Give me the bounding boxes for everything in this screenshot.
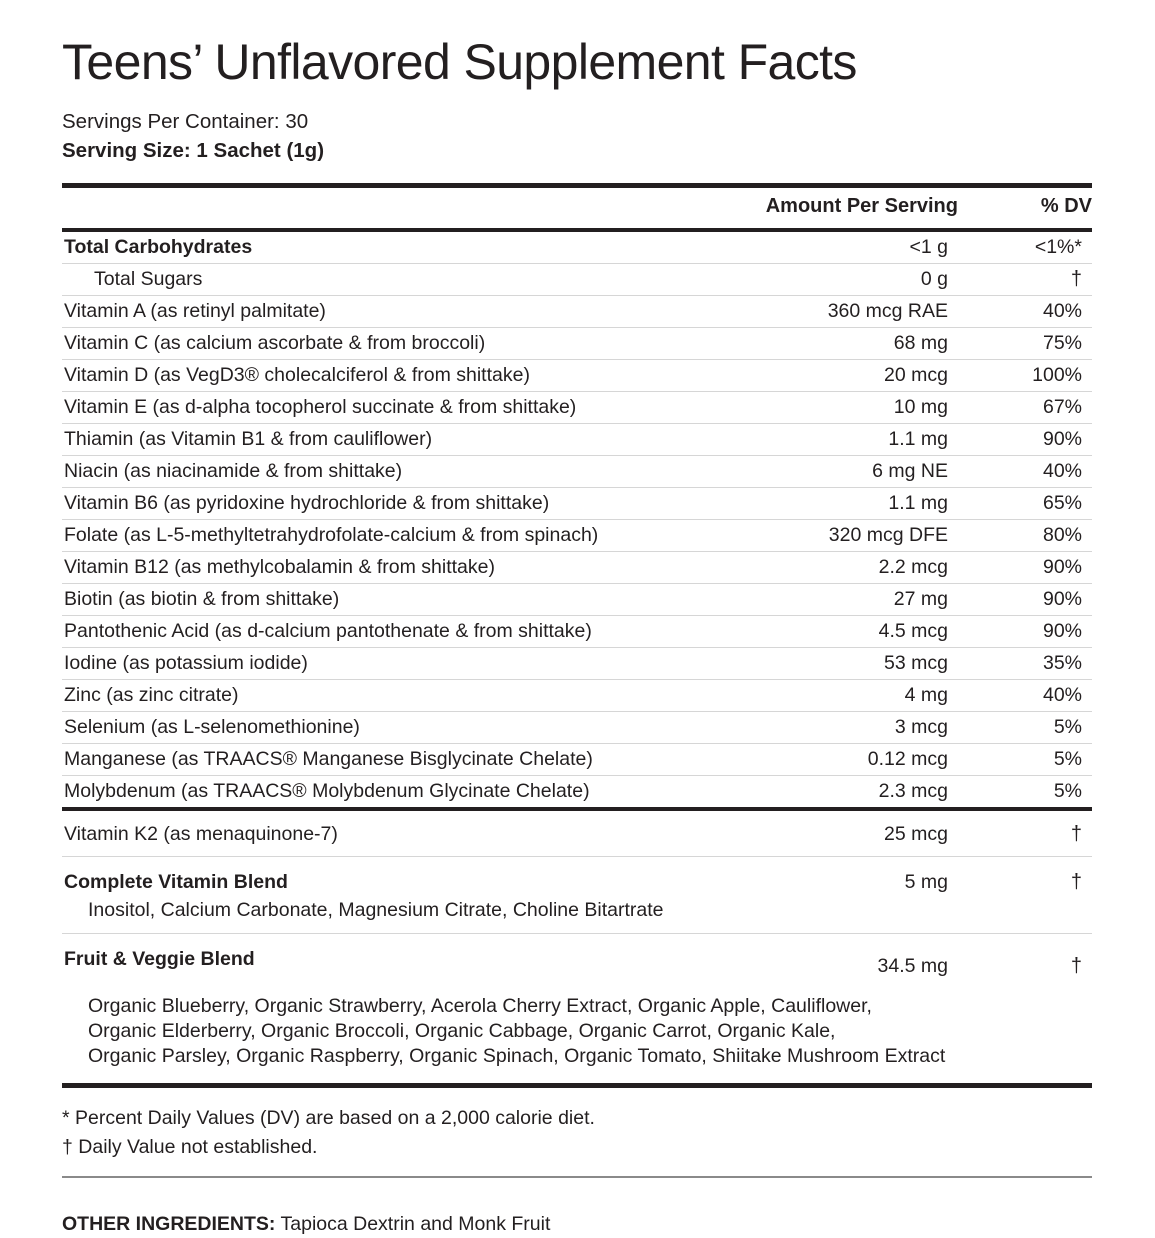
blend-header-row — [62, 867, 1092, 898]
table-row — [62, 359, 1092, 391]
blend-ingredient-line: Organic Blueberry, Organic Strawberry, Acerola Cherry Extract, Organic Apple, Cauliflower, — [88, 994, 872, 1017]
nutrient-dv: 90% — [1042, 555, 1082, 578]
table-row — [62, 583, 1092, 615]
blend-amount: 5 mg — [904, 870, 948, 893]
nutrient-amount: 53 mcg — [884, 651, 948, 674]
blend-amount: 34.5 mg — [877, 954, 948, 977]
nutrient-amount: 4 mg — [904, 683, 948, 706]
nutrient-amount: 4.5 mcg — [878, 619, 948, 642]
nutrient-name: Molybdenum (as TRAACS® Molybdenum Glycinate Chelate) — [64, 779, 590, 802]
blend-ingredient-line: Inositol, Calcium Carbonate, Magnesium Citrate, Choline Bitartrate — [88, 898, 664, 921]
nutrient-rows-table — [62, 232, 1092, 807]
nutrient-dv: † — [1070, 267, 1082, 290]
column-header-amount: Amount Per Serving — [765, 195, 958, 217]
nutrient-name: Folate (as L-5-methyltetrahydrofolate-calcium & from spinach) — [64, 523, 599, 546]
fruit-veggie-blend-section — [62, 934, 1092, 1083]
nutrient-name: Total Carbohydrates — [64, 235, 253, 258]
footnote-dagger: † Daily Value not established. — [62, 1135, 318, 1158]
table-row — [62, 232, 1092, 264]
nutrient-dv: 5% — [1053, 715, 1082, 738]
nutrient-name: Vitamin D (as VegD3® cholecalciferol & from shittake) — [64, 363, 530, 386]
blend-ingredient-line: Organic Elderberry, Organic Broccoli, Organic Cabbage, Organic Carrot, Organic Kale, — [88, 1019, 836, 1042]
column-header-dv: % DV — [1040, 195, 1092, 217]
nutrient-name: Vitamin K2 (as menaquinone-7) — [64, 822, 338, 845]
footnote-percent-dv: * Percent Daily Values (DV) are based on a 2,000 calorie diet. — [62, 1106, 595, 1129]
nutrient-amount: 320 mcg DFE — [828, 523, 948, 546]
table-row — [62, 423, 1092, 455]
nutrient-amount: 0.12 mcg — [867, 747, 948, 770]
nutrient-dv: 90% — [1042, 427, 1082, 450]
nutrient-amount: 27 mg — [893, 587, 948, 610]
nutrient-dv: 100% — [1032, 363, 1082, 386]
nutrient-dv: 80% — [1042, 523, 1082, 546]
nutrient-dv: 40% — [1042, 459, 1082, 482]
nutrient-amount: 1.1 mg — [888, 427, 948, 450]
table-row — [62, 327, 1092, 359]
nutrient-rows-body — [62, 232, 1092, 807]
nutrient-dv: 5% — [1053, 779, 1082, 802]
nutrient-name: Selenium (as L-selenomethionine) — [64, 715, 360, 738]
nutrient-name: Iodine (as potassium iodide) — [64, 651, 308, 674]
nutrient-dv: † — [1070, 822, 1082, 845]
nutrient-dv: 67% — [1042, 395, 1082, 418]
blend-name: Fruit & Veggie Blend — [64, 947, 255, 970]
nutrient-name: Vitamin B6 (as pyridoxine hydrochloride & from shittake) — [64, 491, 550, 514]
blend-ingredient-list — [62, 988, 1092, 1075]
nutrient-dv: <1%* — [1034, 235, 1082, 258]
table-row — [62, 647, 1092, 679]
nutrient-dv: 75% — [1042, 331, 1082, 354]
nutrient-dv: 90% — [1042, 587, 1082, 610]
table-row — [62, 263, 1092, 295]
table-row — [62, 711, 1092, 743]
blend-dv: † — [1070, 954, 1082, 977]
column-header-nutrient — [62, 188, 746, 228]
footnotes — [62, 1088, 1093, 1176]
nutrient-dv: 40% — [1042, 299, 1082, 322]
blend-dv: † — [1070, 870, 1082, 893]
nutrient-amount: 0 g — [920, 267, 948, 290]
nutrient-dv: 35% — [1042, 651, 1082, 674]
nutrient-name: Vitamin B12 (as methylcobalamin & from shittake) — [64, 555, 495, 578]
blend-ingredient-list — [62, 898, 1092, 927]
nutrient-amount: 20 mcg — [884, 363, 948, 386]
blend-name: Complete Vitamin Blend — [64, 870, 288, 893]
nutrient-name: Thiamin (as Vitamin B1 & from cauliflower) — [64, 427, 433, 450]
table-row — [62, 487, 1092, 519]
nutrient-amount: 2.3 mcg — [878, 779, 948, 802]
nutrient-name: Vitamin A (as retinyl palmitate) — [64, 299, 326, 322]
table-row — [62, 615, 1092, 647]
nutrient-name: Vitamin E (as d-alpha tocopherol succinate & from shittake) — [64, 395, 577, 418]
nutrient-dv: 90% — [1042, 619, 1082, 642]
serving-info — [62, 107, 1093, 165]
other-ingredients — [62, 1178, 1093, 1238]
blend-header-row — [62, 944, 1092, 988]
table-row — [62, 295, 1092, 327]
blend-ingredient-line: Organic Parsley, Organic Raspberry, Organic Spinach, Organic Tomato, Shiitake Mushroom Extract — [88, 1044, 946, 1067]
supplement-facts-table — [62, 188, 1092, 228]
nutrient-name: Biotin (as biotin & from shittake) — [64, 587, 340, 610]
nutrient-amount: <1 g — [909, 235, 948, 258]
vitamin-k2-section — [62, 811, 1092, 857]
table-row — [62, 679, 1092, 711]
page-title: Teens’ Unflavored Supplement Facts — [62, 34, 857, 90]
nutrient-name: Total Sugars — [94, 267, 203, 290]
table-row — [62, 551, 1092, 583]
table-row — [62, 519, 1092, 551]
other-ingredients-label: OTHER INGREDIENTS: — [62, 1212, 276, 1235]
nutrient-dv: 40% — [1042, 683, 1082, 706]
nutrient-amount: 3 mcg — [894, 715, 948, 738]
other-ingredients-value: Tapioca Dextrin and Monk Fruit — [275, 1212, 551, 1235]
table-header-row — [62, 188, 1092, 228]
nutrient-amount: 2.2 mcg — [878, 555, 948, 578]
nutrient-amount: 1.1 mg — [888, 491, 948, 514]
nutrient-amount: 10 mg — [893, 395, 948, 418]
nutrient-name: Vitamin C (as calcium ascorbate & from broccoli) — [64, 331, 486, 354]
serving-size: Serving Size: 1 Sachet (1g) — [62, 138, 325, 162]
nutrient-amount: 6 mg NE — [872, 459, 948, 482]
complete-vitamin-blend-section — [62, 857, 1092, 934]
nutrient-name: Zinc (as zinc citrate) — [64, 683, 239, 706]
nutrient-name: Pantothenic Acid (as d-calcium pantothenate & from shittake) — [64, 619, 592, 642]
table-row — [62, 775, 1092, 807]
nutrient-name: Niacin (as niacinamide & from shittake) — [64, 459, 403, 482]
table-row — [62, 819, 1092, 850]
nutrient-amount: 360 mcg RAE — [827, 299, 948, 322]
nutrient-dv: 5% — [1053, 747, 1082, 770]
nutrient-name: Manganese (as TRAACS® Manganese Bisglycinate Chelate) — [64, 747, 593, 770]
nutrient-amount: 25 mcg — [884, 822, 948, 845]
table-row — [62, 743, 1092, 775]
nutrient-amount: 68 mg — [893, 331, 948, 354]
table-row — [62, 391, 1092, 423]
nutrient-dv: 65% — [1042, 491, 1082, 514]
servings-per-container: Servings Per Container: 30 — [62, 109, 309, 133]
table-row — [62, 455, 1092, 487]
